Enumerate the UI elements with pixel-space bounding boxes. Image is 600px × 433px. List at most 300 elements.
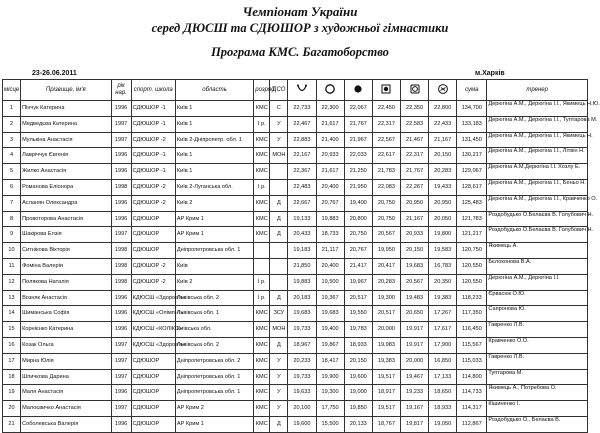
place-cell: 9 bbox=[3, 227, 21, 243]
score-cell: 19,167 bbox=[400, 401, 428, 417]
name-cell: Романова Еліонора bbox=[21, 179, 111, 195]
club-cell: СДЮШОР -2 bbox=[131, 258, 175, 274]
team-cell bbox=[270, 179, 288, 195]
region-cell: Дніпропетровська обл. 1 bbox=[175, 243, 253, 259]
club-cell: СДЮШОР -2 bbox=[131, 274, 175, 290]
score-cell: 19,600 bbox=[344, 369, 372, 385]
table-row bbox=[3, 416, 588, 432]
region-cell: Львівська обл. 1 bbox=[175, 306, 253, 322]
coach-cell: Гавренко Л.В. bbox=[487, 353, 588, 369]
team-cell: У bbox=[270, 369, 288, 385]
region-cell: Львівська обл. 2 bbox=[175, 290, 253, 306]
year-cell: 1996 bbox=[111, 416, 131, 432]
total-cell: 117,350 bbox=[457, 306, 487, 322]
col-clubs bbox=[372, 80, 400, 101]
year-cell: 1996 bbox=[111, 148, 131, 164]
region-cell: Київська обл. bbox=[175, 322, 253, 338]
rank-cell bbox=[254, 258, 270, 274]
col-ribbon bbox=[400, 80, 428, 101]
score-cell: 19,867 bbox=[316, 337, 344, 353]
total-cell: 121,783 bbox=[457, 211, 487, 227]
table-row bbox=[3, 211, 588, 227]
score-cell: 19,500 bbox=[316, 274, 344, 290]
score-cell: 20,750 bbox=[372, 211, 400, 227]
region-cell: АР Крим 1 bbox=[175, 211, 253, 227]
coach-cell: Якимець А. bbox=[487, 243, 588, 259]
club-cell: СДЮШОР -2 bbox=[131, 179, 175, 195]
rank-cell: КМС bbox=[254, 148, 270, 164]
region-cell: Київ 2-Дніпропетр. обл. 1 bbox=[175, 132, 253, 148]
coach-cell: Дерюгіна А.М., Дерюгіна І.І., Туптарова М. bbox=[487, 116, 588, 132]
championship-title: Чемпіонат України bbox=[242, 4, 358, 19]
region-cell: Дніпропетровська обл. 2 bbox=[175, 353, 253, 369]
coach-cell: Дерюгіна А.М., Дерюгіна І.І., Беньо Н. bbox=[487, 179, 588, 195]
score-cell: 19,883 bbox=[316, 211, 344, 227]
table-row bbox=[3, 148, 588, 164]
team-cell bbox=[270, 164, 288, 180]
team-cell: Д bbox=[270, 211, 288, 227]
rank-cell: І р. bbox=[254, 116, 270, 132]
score-cell: 20,517 bbox=[344, 290, 372, 306]
score-cell: 19,850 bbox=[344, 401, 372, 417]
score-cell: 18,733 bbox=[316, 227, 344, 243]
score-cell: 18,917 bbox=[372, 385, 400, 401]
rank-cell: КМС bbox=[254, 164, 270, 180]
name-cell: Маля Анастасія bbox=[21, 385, 111, 401]
table-row bbox=[3, 401, 588, 417]
score-cell: 22,300 bbox=[316, 101, 344, 117]
team-cell: У bbox=[270, 353, 288, 369]
name-cell: Козак Ольга bbox=[21, 337, 111, 353]
score-cell: 20,933 bbox=[316, 148, 344, 164]
col-coach: тренер bbox=[487, 80, 588, 101]
table-row bbox=[3, 337, 588, 353]
place-cell: 18 bbox=[3, 369, 21, 385]
score-cell: 17,750 bbox=[316, 401, 344, 417]
place-cell: 8 bbox=[3, 211, 21, 227]
score-cell: 20,100 bbox=[288, 401, 316, 417]
club-cell: КДЮСШ «КОЛІКС» bbox=[131, 322, 175, 338]
club-cell: СДЮШОР bbox=[131, 353, 175, 369]
coach-cell: Роздобудько О.Белаєва В. Голубович Н. bbox=[487, 227, 588, 243]
team-cell: МОН bbox=[270, 148, 288, 164]
score-cell: 20,950 bbox=[400, 195, 428, 211]
table-row bbox=[3, 164, 588, 180]
year-cell: 1998 bbox=[111, 179, 131, 195]
total-cell: 115,567 bbox=[457, 337, 487, 353]
year-cell: 1997 bbox=[111, 132, 131, 148]
score-cell: 19,517 bbox=[372, 401, 400, 417]
team-cell: У bbox=[270, 132, 288, 148]
name-cell: Возняк Анастасія bbox=[21, 290, 111, 306]
score-cell: 21,617 bbox=[316, 164, 344, 180]
place-cell: 10 bbox=[3, 243, 21, 259]
place-cell: 4 bbox=[3, 148, 21, 164]
year-cell: 1996 bbox=[111, 290, 131, 306]
name-cell: Провоторова Анастасія bbox=[21, 211, 111, 227]
score-cell: 17,267 bbox=[429, 306, 457, 322]
coach-cell: Дерюгіна А.М., Дерюгіна І.І., Кравченко О. bbox=[487, 195, 588, 211]
name-cell: Полякова Наталія bbox=[21, 274, 111, 290]
coach-cell: Гавренко Л.В. bbox=[487, 322, 588, 338]
year-cell: 1996 bbox=[111, 101, 131, 117]
place-cell: 7 bbox=[3, 195, 21, 211]
year-cell: 1996 bbox=[111, 385, 131, 401]
score-cell: 19,550 bbox=[344, 306, 372, 322]
score-cell: 22,067 bbox=[344, 101, 372, 117]
club-cell: СДЮШОР bbox=[131, 401, 175, 417]
club-cell: СДЮШОР bbox=[131, 243, 175, 259]
table-row bbox=[3, 385, 588, 401]
year-cell: 1996 bbox=[111, 322, 131, 338]
score-cell: 21,467 bbox=[400, 132, 428, 148]
col-rank: розряд bbox=[254, 80, 270, 101]
total-cell: 130,217 bbox=[457, 148, 487, 164]
rank-cell: КМС bbox=[254, 353, 270, 369]
score-cell: 20,150 bbox=[400, 243, 428, 259]
score-cell: 20,150 bbox=[344, 353, 372, 369]
col-total: сума bbox=[457, 80, 487, 101]
total-cell: 112,867 bbox=[457, 416, 487, 432]
rank-cell: І р. bbox=[254, 274, 270, 290]
table-row bbox=[3, 353, 588, 369]
score-cell: 18,767 bbox=[372, 416, 400, 432]
team-cell: У bbox=[270, 116, 288, 132]
score-cell: 19,183 bbox=[288, 243, 316, 259]
place-cell: 1 bbox=[3, 101, 21, 117]
score-cell: 19,600 bbox=[288, 416, 316, 432]
team-cell: Д bbox=[270, 337, 288, 353]
score-cell: 19,133 bbox=[288, 211, 316, 227]
score-cell: 19,817 bbox=[400, 416, 428, 432]
score-cell: 20,750 bbox=[372, 195, 400, 211]
table-row bbox=[3, 227, 588, 243]
club-cell: СДЮШОР -1 bbox=[131, 148, 175, 164]
coach-cell: Кравченко О.О. bbox=[487, 337, 588, 353]
score-cell: 20,767 bbox=[316, 195, 344, 211]
score-cell: 22,667 bbox=[288, 195, 316, 211]
title-block bbox=[0, 4, 590, 60]
score-cell: 20,283 bbox=[429, 164, 457, 180]
score-cell: 20,650 bbox=[400, 306, 428, 322]
score-cell: 20,800 bbox=[344, 211, 372, 227]
score-cell: 20,000 bbox=[400, 353, 428, 369]
score-cell: 17,900 bbox=[429, 337, 457, 353]
score-cell: 22,583 bbox=[400, 116, 428, 132]
score-cell: 19,733 bbox=[288, 369, 316, 385]
total-cell: 114,733 bbox=[457, 385, 487, 401]
table-row bbox=[3, 132, 588, 148]
score-cell: 21,850 bbox=[288, 258, 316, 274]
score-cell: 18,417 bbox=[316, 353, 344, 369]
place-cell: 16 bbox=[3, 337, 21, 353]
team-cell: ЗСУ bbox=[270, 306, 288, 322]
club-cell: СДЮШОР -1 bbox=[131, 116, 175, 132]
score-cell: 20,517 bbox=[372, 306, 400, 322]
team-cell: МОН bbox=[270, 322, 288, 338]
hoop-icon bbox=[324, 83, 336, 95]
score-cell: 19,467 bbox=[400, 369, 428, 385]
score-cell: 20,767 bbox=[344, 243, 372, 259]
coach-cell: Туптарова М. bbox=[487, 369, 588, 385]
year-cell: 1997 bbox=[111, 353, 131, 369]
score-cell: 22,317 bbox=[372, 116, 400, 132]
col-year: рік нар. bbox=[111, 80, 131, 101]
score-cell: 19,383 bbox=[429, 290, 457, 306]
score-cell: 19,950 bbox=[372, 243, 400, 259]
score-cell: 21,167 bbox=[400, 211, 428, 227]
score-cell: 20,400 bbox=[316, 179, 344, 195]
rank-cell: КМС bbox=[254, 322, 270, 338]
total-cell: 115,033 bbox=[457, 353, 487, 369]
year-cell: 1996 bbox=[111, 164, 131, 180]
year-cell: 1998 bbox=[111, 274, 131, 290]
club-cell: СДЮШОР bbox=[131, 211, 175, 227]
score-cell: 19,883 bbox=[288, 274, 316, 290]
year-cell: 1996 bbox=[111, 195, 131, 211]
year-cell: 1996 bbox=[111, 306, 131, 322]
name-cell: Шпичкова Дарина bbox=[21, 369, 111, 385]
name-cell: Шиманська Софія bbox=[21, 306, 111, 322]
place-cell: 14 bbox=[3, 306, 21, 322]
year-cell: 1997 bbox=[111, 116, 131, 132]
score-cell: 18,933 bbox=[344, 337, 372, 353]
club-cell: СДЮШОР -2 bbox=[131, 132, 175, 148]
score-cell: 20,000 bbox=[372, 322, 400, 338]
table-row bbox=[3, 179, 588, 195]
club-cell: СДЮШОР bbox=[131, 416, 175, 432]
total-cell: 121,217 bbox=[457, 227, 487, 243]
name-cell: Асланян Олександра bbox=[21, 195, 111, 211]
score-cell: 19,400 bbox=[316, 322, 344, 338]
region-cell: Київ 2-Луганська обл. bbox=[175, 179, 253, 195]
place-cell: 6 bbox=[3, 179, 21, 195]
score-cell: 21,117 bbox=[316, 243, 344, 259]
club-cell: КДЮСШ «Олімп-Л» bbox=[131, 306, 175, 322]
club-cell: СДЮШОР bbox=[131, 227, 175, 243]
score-cell: 22,450 bbox=[372, 101, 400, 117]
region-cell: Дніпропетровська обл. 1 bbox=[175, 385, 253, 401]
competition-city: м.Харків bbox=[475, 70, 505, 77]
total-cell: 120,550 bbox=[457, 274, 487, 290]
table-row bbox=[3, 369, 588, 385]
score-cell: 22,267 bbox=[400, 179, 428, 195]
year-cell: 1998 bbox=[111, 258, 131, 274]
table-row bbox=[3, 101, 588, 117]
region-cell: АР Крим 1 bbox=[175, 416, 253, 432]
name-cell: Ситнікова Вікторія bbox=[21, 243, 111, 259]
place-cell: 21 bbox=[3, 416, 21, 432]
table-row bbox=[3, 290, 588, 306]
score-cell: 20,750 bbox=[344, 227, 372, 243]
score-cell: 19,483 bbox=[400, 290, 428, 306]
score-cell: 22,367 bbox=[288, 164, 316, 180]
region-cell: АР Крим 1 bbox=[175, 227, 253, 243]
score-cell: 20,950 bbox=[429, 195, 457, 211]
team-cell: Д bbox=[270, 290, 288, 306]
score-cell: 20,567 bbox=[372, 227, 400, 243]
score-cell: 20,150 bbox=[429, 148, 457, 164]
rank-cell: КМС bbox=[254, 211, 270, 227]
program-title: Програма КМС. Багатоборство bbox=[211, 45, 389, 59]
score-cell: 20,233 bbox=[288, 353, 316, 369]
score-cell: 19,683 bbox=[316, 306, 344, 322]
col-club: спорт. школа bbox=[131, 80, 175, 101]
score-cell: 19,367 bbox=[316, 290, 344, 306]
total-cell: 133,183 bbox=[457, 116, 487, 132]
region-cell: Київ 2 bbox=[175, 274, 253, 290]
score-cell: 17,133 bbox=[429, 369, 457, 385]
score-cell: 20,350 bbox=[429, 274, 457, 290]
rank-cell: КМС bbox=[254, 132, 270, 148]
coach-cell: Роздобудько О.Белаєва В. Голубович Н. bbox=[487, 211, 588, 227]
name-cell: Мулькіна Анастасія bbox=[21, 132, 111, 148]
year-cell: 1997 bbox=[111, 401, 131, 417]
coach-cell: Дерюгіна А.М.Дерюгіна І.І. Хозлу Е. bbox=[487, 164, 588, 180]
name-cell: Жилко Анастасія bbox=[21, 164, 111, 180]
club-cell: СДЮШОР bbox=[131, 369, 175, 385]
club-cell: КДЮСШ «Здоров'я» bbox=[131, 290, 175, 306]
score-cell: 22,433 bbox=[429, 116, 457, 132]
name-cell: Пінчук Катерина bbox=[21, 101, 111, 117]
score-cell: 16,850 bbox=[429, 353, 457, 369]
score-cell: 19,633 bbox=[288, 385, 316, 401]
team-cell: Д bbox=[270, 416, 288, 432]
score-cell: 19,400 bbox=[344, 195, 372, 211]
score-cell: 22,467 bbox=[288, 116, 316, 132]
name-cell: Шакірова Елзія bbox=[21, 227, 111, 243]
coach-cell: Сапронова Ю. bbox=[487, 306, 588, 322]
year-cell: 1997 bbox=[111, 227, 131, 243]
results-body bbox=[3, 101, 600, 433]
score-cell: 21,767 bbox=[344, 116, 372, 132]
region-cell: Київ 1 bbox=[175, 148, 253, 164]
score-cell: 22,350 bbox=[400, 101, 428, 117]
col-hoop bbox=[316, 80, 344, 101]
table-row bbox=[3, 322, 588, 338]
name-cell: Фоміна Валерія bbox=[21, 258, 111, 274]
region-cell: Львівська обл. 2 bbox=[175, 337, 253, 353]
rank-cell: І р. bbox=[254, 179, 270, 195]
total-cell: 131,450 bbox=[457, 132, 487, 148]
coach-cell: Кішиненко І. bbox=[487, 401, 588, 417]
table-row bbox=[3, 195, 588, 211]
championship-subtitle: серед ДЮСШ та СДЮШОР з художньої гімнастики bbox=[151, 21, 449, 35]
total-cell: 128,617 bbox=[457, 179, 487, 195]
total-cell: 118,233 bbox=[457, 290, 487, 306]
score-cell: 19,583 bbox=[429, 243, 457, 259]
score-cell: 19,683 bbox=[400, 258, 428, 274]
score-cell: 19,683 bbox=[288, 306, 316, 322]
coach-cell: Дерюгіна А.М., Дерюгіна І.І., Літвін Н. bbox=[487, 148, 588, 164]
name-cell: Малоєвичко Анастасія bbox=[21, 401, 111, 417]
region-cell: Дніпропетровська обл. 1 bbox=[175, 369, 253, 385]
score-cell: 21,167 bbox=[429, 132, 457, 148]
team-cell: У bbox=[270, 401, 288, 417]
col-team: ДСО bbox=[270, 80, 288, 101]
place-cell: 20 bbox=[3, 401, 21, 417]
competition-dates: 23-26.06.2011 bbox=[32, 70, 77, 77]
coach-cell: Дерюгіна А.М., Дерюгіна І.І., Якимець Н.Ю. bbox=[487, 101, 588, 117]
table-row bbox=[3, 274, 588, 290]
col-ball bbox=[344, 80, 372, 101]
score-cell: 20,400 bbox=[316, 258, 344, 274]
score-cell: 21,967 bbox=[344, 132, 372, 148]
score-cell: 22,617 bbox=[372, 148, 400, 164]
score-cell: 22,033 bbox=[344, 148, 372, 164]
year-cell: 1997 bbox=[111, 369, 131, 385]
year-cell: 1996 bbox=[111, 211, 131, 227]
clubs-icon bbox=[380, 83, 392, 95]
score-cell: 20,417 bbox=[372, 258, 400, 274]
score-cell: 22,483 bbox=[288, 179, 316, 195]
club-cell: СДЮШОР -1 bbox=[131, 101, 175, 117]
score-cell: 20,133 bbox=[344, 416, 372, 432]
name-cell: Медведєва Катерина bbox=[21, 116, 111, 132]
table-row bbox=[3, 258, 588, 274]
place-cell: 5 bbox=[3, 164, 21, 180]
score-cell: 22,317 bbox=[400, 148, 428, 164]
score-cell: 22,567 bbox=[372, 132, 400, 148]
ribbon-icon bbox=[409, 83, 421, 95]
score-cell: 16,783 bbox=[429, 258, 457, 274]
score-cell: 21,417 bbox=[344, 258, 372, 274]
table-row bbox=[3, 306, 588, 322]
score-cell: 21,400 bbox=[316, 132, 344, 148]
score-cell: 22,733 bbox=[288, 101, 316, 117]
score-cell: 19,000 bbox=[344, 385, 372, 401]
score-cell: 18,650 bbox=[429, 385, 457, 401]
col-place: місце bbox=[3, 80, 21, 101]
score-cell: 22,883 bbox=[288, 132, 316, 148]
team-cell bbox=[270, 258, 288, 274]
coach-cell: Єрвасюк О.Ю. bbox=[487, 290, 588, 306]
col-extra bbox=[429, 80, 457, 101]
rank-cell: КМС bbox=[254, 101, 270, 117]
team-cell bbox=[270, 243, 288, 259]
rope-icon bbox=[296, 83, 308, 95]
score-cell: 22,083 bbox=[372, 179, 400, 195]
name-cell: Мирна Юлія bbox=[21, 353, 111, 369]
region-cell: Київ bbox=[175, 258, 253, 274]
score-cell: 20,567 bbox=[400, 274, 428, 290]
score-cell: 19,300 bbox=[372, 290, 400, 306]
score-cell: 19,917 bbox=[400, 322, 428, 338]
score-cell: 19,300 bbox=[316, 385, 344, 401]
rank-cell: КМС bbox=[254, 401, 270, 417]
score-cell: 19,050 bbox=[429, 416, 457, 432]
col-rope bbox=[288, 80, 316, 101]
score-cell: 20,283 bbox=[372, 274, 400, 290]
score-cell: 19,433 bbox=[429, 179, 457, 195]
team-cell bbox=[270, 274, 288, 290]
rank-cell bbox=[254, 243, 270, 259]
club-cell: СДЮШОР -2 bbox=[131, 195, 175, 211]
score-cell: 19,383 bbox=[372, 353, 400, 369]
place-cell: 12 bbox=[3, 274, 21, 290]
name-cell: Лавріччук Євгенія bbox=[21, 148, 111, 164]
total-cell: 129,067 bbox=[457, 164, 487, 180]
score-cell: 21,250 bbox=[344, 164, 372, 180]
place-cell: 19 bbox=[3, 385, 21, 401]
score-cell: 19,233 bbox=[400, 385, 428, 401]
rank-cell: КМС bbox=[254, 385, 270, 401]
team-cell: Д bbox=[270, 195, 288, 211]
team-cell: У bbox=[270, 385, 288, 401]
year-cell: 1997 bbox=[111, 337, 131, 353]
place-cell: 17 bbox=[3, 353, 21, 369]
ribbon-spiral-icon bbox=[437, 83, 449, 95]
